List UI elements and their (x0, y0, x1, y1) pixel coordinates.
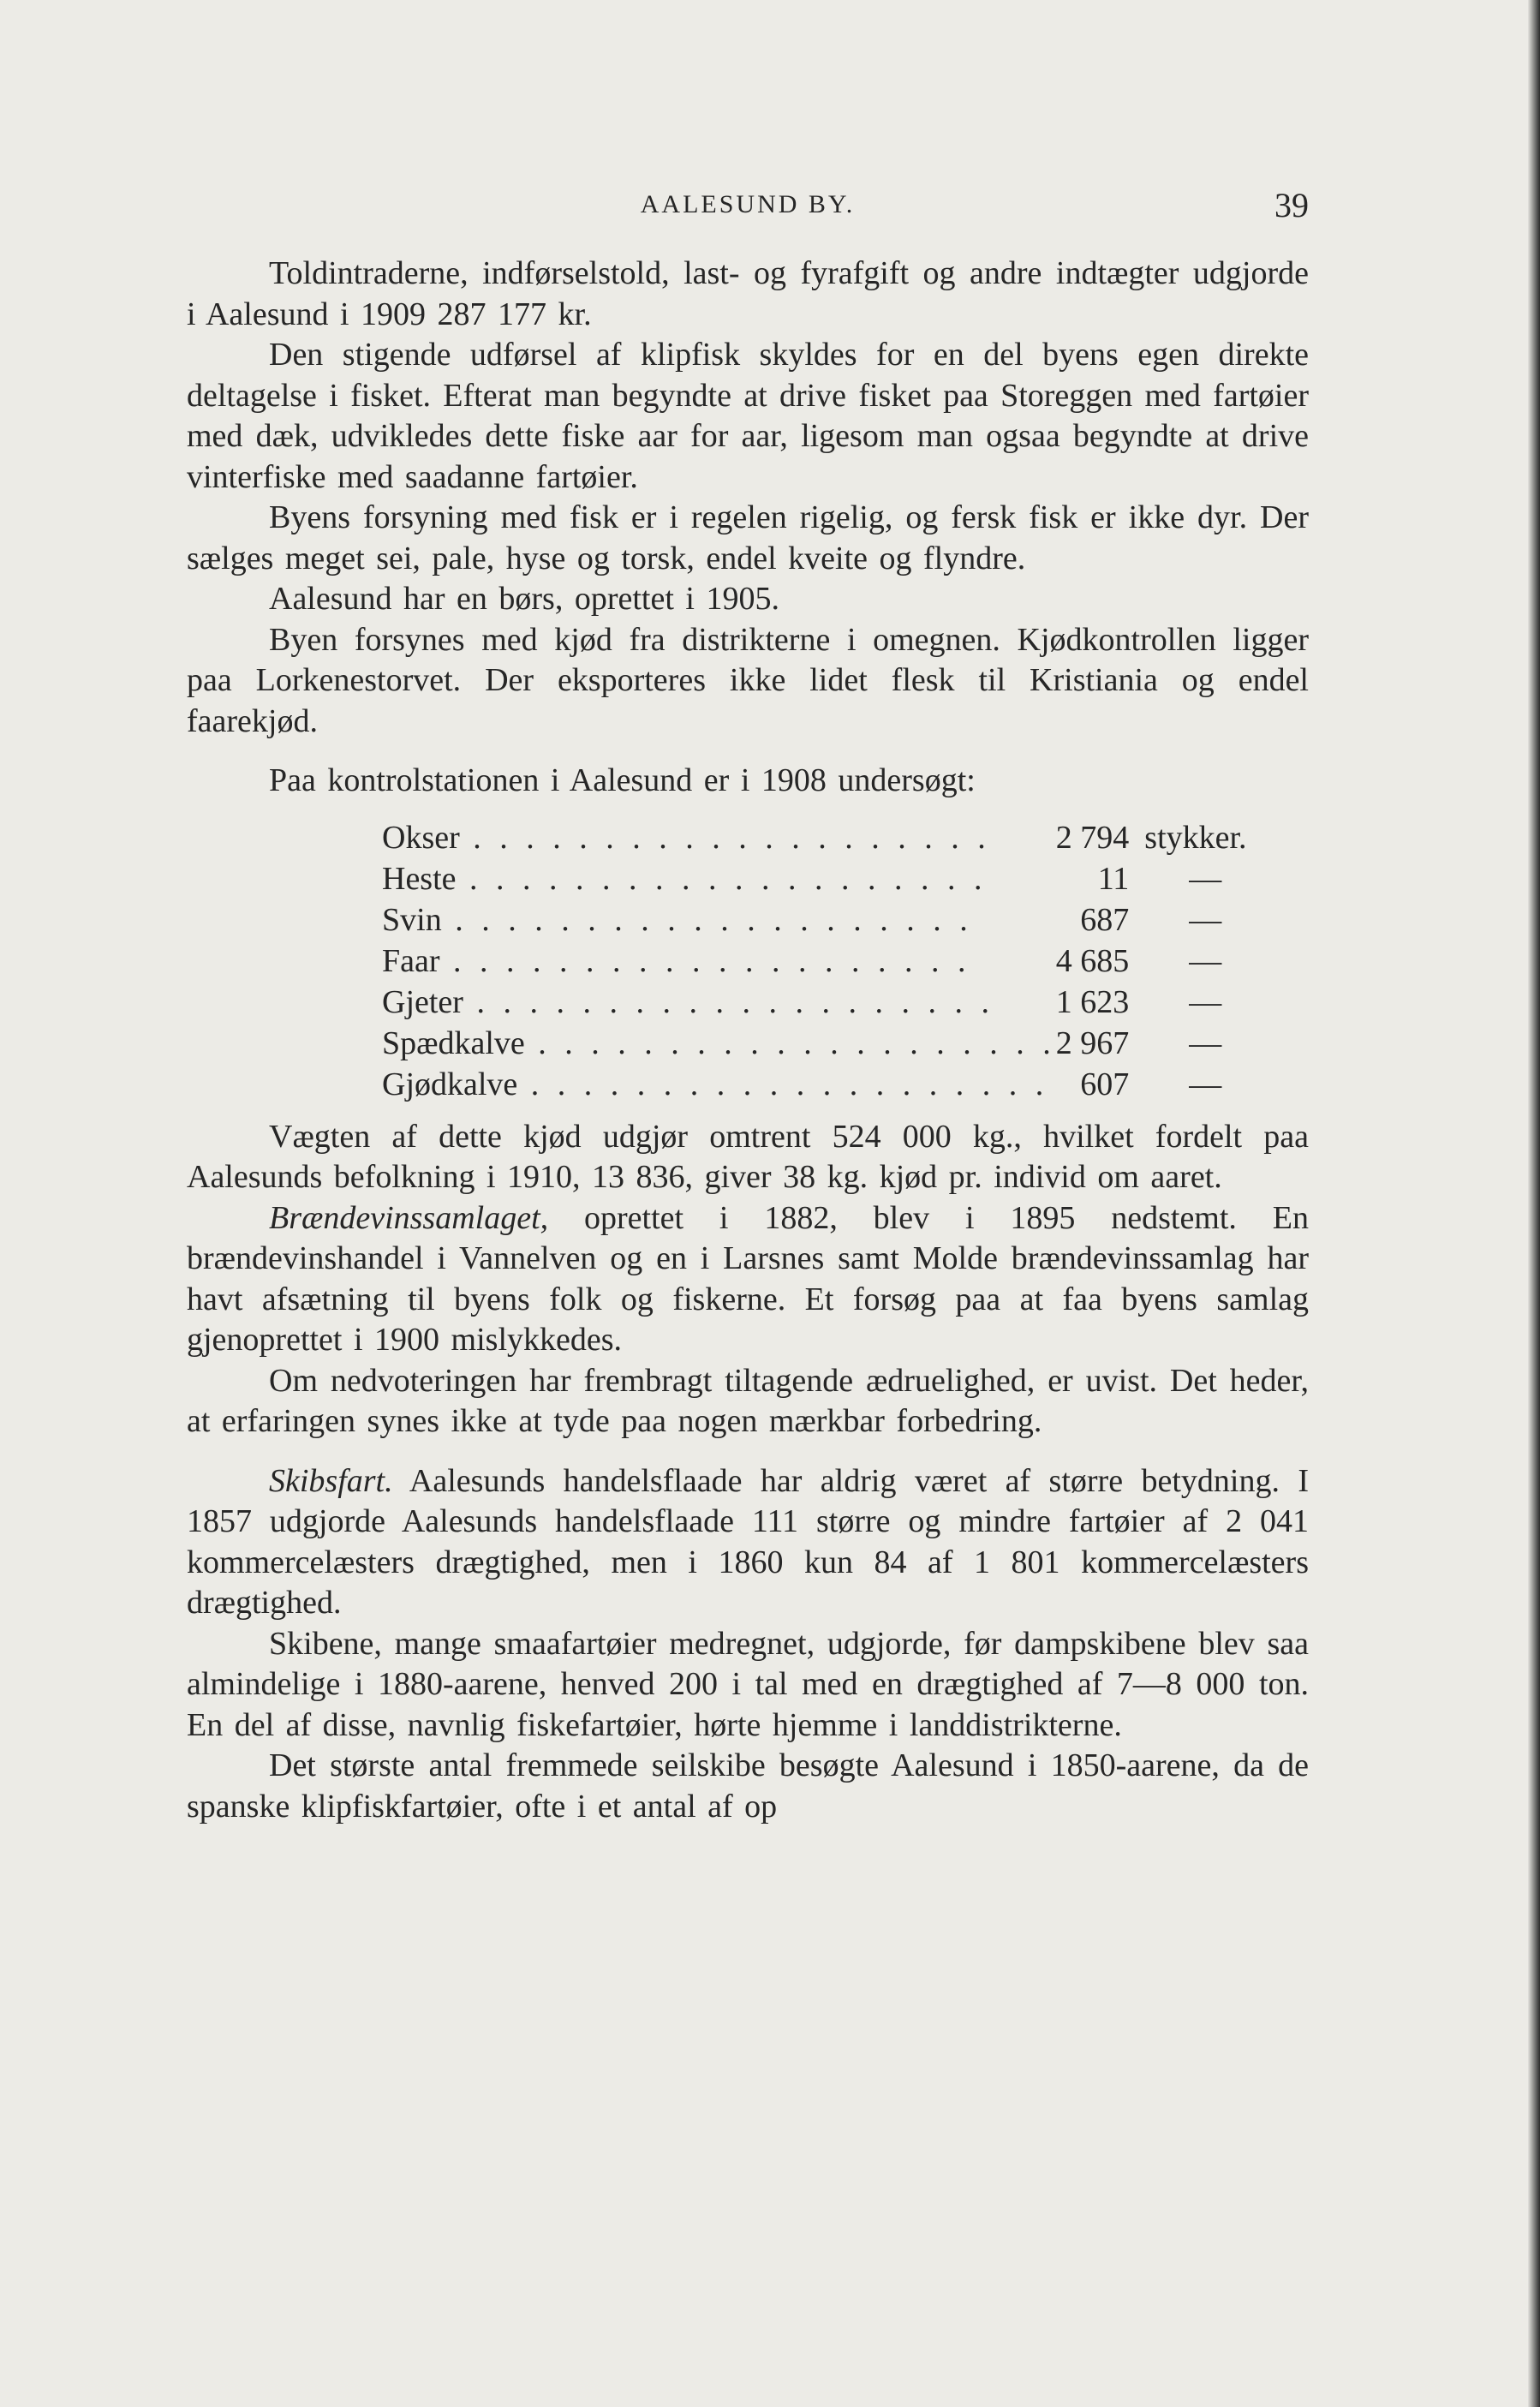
row-unit: — (1189, 1024, 1222, 1061)
inspection-table (382, 817, 1309, 1105)
paragraph-exchange: Aalesund har en børs, oprettet i 1905. (269, 581, 779, 617)
paragraph-brandy (187, 1198, 1309, 1361)
paragraph-fish-supply: Byens forsyning med fisk er i regelen rigelig, og fersk fisk er ikke dyr. Der sælges meget sei, pale, hyse og torsk, endel kveite og flyndre. (187, 499, 1309, 576)
paragraph-meat-supply: Byen forsynes med kjød fra distrikterne i omegnen. Kjødkontrollen ligger paa Lorkenestorvet. Der eksporteres ikke lidet flesk til Kristiania og endel faarekjød. (187, 621, 1309, 739)
paragraph-klipfisk-export: Den stigende udførsel af klipfisk skyldes for en del byens egen direkte deltagelse i fisket. Efterat man begyndte at drive fisket paa Storeggen med fartøier med dæk, udvikledes dette fiske aar for aar, ligesom man ogsaa begyndte at drive vinterfiske med saadanne fartøier. (187, 337, 1309, 495)
table-row (382, 1023, 1309, 1064)
row-unit: stykker. (1144, 819, 1247, 856)
table-row (382, 1064, 1309, 1105)
italic-lead-shipping: Skibsfart. (269, 1462, 393, 1499)
table-row (382, 982, 1309, 1023)
paragraph-toll-revenue: Toldintraderne, indførselstold, last- og fyrafgift og andre indtægter udgjorde i Aalesund i 1909 287 177 kr. (187, 255, 1309, 332)
row-count: 4 685 (1055, 942, 1130, 979)
brandy-text: oprettet i 1882, blev i 1895 nedstemt. En brændevinshandel i Vannelven og en i Larsnes samt Molde brændevinssamlag har havt afsætning til byens folk og fiskerne. Et forsøg paa at faa byens samlag gjenoprettet i 1900 mislykkedes. (187, 1199, 1309, 1358)
table-intro: Paa kontrolstationen i Aalesund er i 1908 undersøgt: (269, 762, 976, 798)
shipping-text: Aalesunds handelsflaade har aldrig været af større betydning. I 1857 udgjorde Aalesunds handelsflaade 111 større og mindre fartøier af 2 041 kommercelæsters drægtighed, men i 1860 kun 84 af 1 801 kommercelæsters drægtighed. (187, 1462, 1309, 1621)
page-number: 39 (1274, 186, 1309, 224)
row-unit: — (1189, 1066, 1222, 1102)
page-header (187, 186, 1309, 233)
row-count: 2 794 (1055, 819, 1130, 856)
paragraph-sobriety: Om nedvoteringen har frembragt tiltagende ædruelighed, er uvist. Det heder, at erfaringen synes ikke at tyde paa nogen mærkbar forbedring. (187, 1362, 1309, 1439)
row-count: 687 (1080, 901, 1130, 938)
row-kind: Heste . . . (382, 858, 1056, 899)
row-unit: — (1189, 942, 1222, 979)
row-count: 11 (1097, 860, 1130, 897)
row-unit: — (1189, 860, 1222, 897)
running-head: AALESUND BY. (640, 190, 856, 218)
row-kind: Okser . . . (382, 817, 1056, 858)
italic-lead-brandy: Brændevinssamlaget, (269, 1199, 549, 1236)
page-edge-shadow (1528, 0, 1540, 2407)
row-kind: Gjødkalve . . . (382, 1064, 1056, 1105)
table-row (382, 941, 1309, 982)
table-row (382, 817, 1309, 858)
paragraph-shipping (187, 1461, 1309, 1624)
row-count: 2 967 (1055, 1024, 1130, 1061)
row-unit: — (1189, 983, 1222, 1020)
row-kind: Faar . . . (382, 941, 1056, 982)
book-page (187, 186, 1309, 1827)
row-unit: — (1189, 901, 1222, 938)
row-kind: Svin . . . (382, 899, 1056, 941)
row-count: 607 (1080, 1066, 1130, 1102)
row-kind: Gjeter . . . (382, 982, 1056, 1023)
row-count: 1 623 (1055, 983, 1130, 1020)
paragraph-foreign-ships: Det største antal fremmede seilskibe besøgte Aalesund i 1850-aarene, da de spanske klipfiskfartøier, ofte i et antal af op (187, 1747, 1309, 1825)
body-text (187, 254, 1309, 1827)
paragraph-ships-count: Skibene, mange smaafartøier medregnet, udgjorde, før dampskibene blev saa almindelige i 1880-aarene, henved 200 i tal med en drægtighed af 7—8 000 ton. En del af disse, navnlig fiskefartøier, hørte hjemme i landdistrikterne. (187, 1625, 1309, 1743)
paragraph-meat-weight: Vægten af dette kjød udgjør omtrent 524 000 kg., hvilket fordelt paa Aalesunds befolkning i 1910, 13 836, giver 38 kg. kjød pr. individ om aaret. (187, 1118, 1309, 1195)
table-row (382, 899, 1309, 941)
row-kind: Spædkalve . . . (382, 1023, 1056, 1064)
table-row (382, 858, 1309, 899)
